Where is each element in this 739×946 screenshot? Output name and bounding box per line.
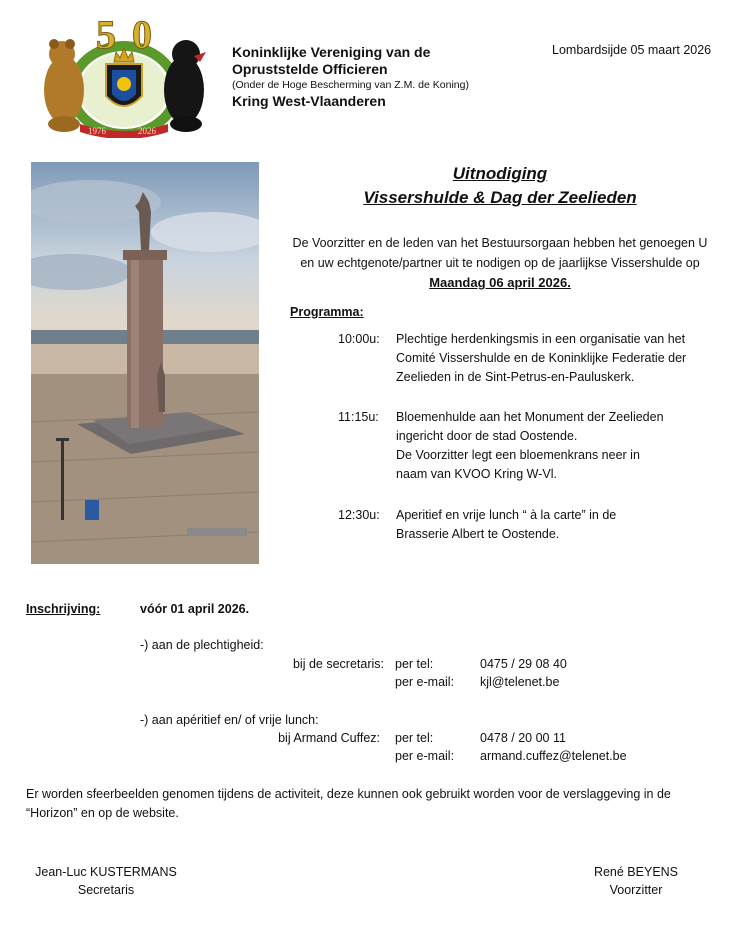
program-item-3-line: Brasserie Albert te Oostende. [396,527,560,541]
logo-year-end: 2026 [138,126,156,136]
program-item-2-line: naam van KVOO Kring W-Vl. [396,467,557,481]
invitation-intro [276,233,724,293]
ceremony-email-label: per e-mail: [395,675,455,689]
intro-line1: De Voorzitter en de leden van het Bestuursorgaan hebben het genoegen U [292,236,708,250]
program-item-2-line: ingericht door de stad Oostende. [396,429,578,443]
jubilee-number: 5 [96,12,116,57]
logo-year-start: 1976 [88,126,106,136]
intro-line2: en uw echtgenote/partner uit te nodigen op de jaarlijkse Vissershulde op [300,256,700,270]
invitation-title: Uitnodiging [452,164,548,183]
event-date: Maandag 06 april 2026. [429,275,571,290]
registration-label: Inschrijving: [26,602,101,616]
program-item-1-line: Plechtige herdenkingsmis in een organisatie van het [396,332,686,346]
org-name-line2: Opruststelde Officieren [232,61,388,77]
program-item-3-line: Aperitief en vrije lunch “ à la carte” in de [396,508,617,522]
chairman-name: René BEYENS [593,865,679,879]
ceremony-email-link[interactable]: kjl@telenet.be [480,675,560,689]
lunch-contact: bij Armand Cuffez: [278,731,380,745]
org-name-line1: Koninklijke Vereniging van de [232,44,431,60]
org-patronage: (Onder de Hoge Bescherming van Z.M. de Koning) [232,79,469,91]
lunch-heading: -) aan apéritief en/ of vrije lunch: [140,713,319,727]
ceremony-heading: -) aan de plechtigheid: [140,638,264,652]
photo-notice-line2: “Horizon” en op de website. [26,806,179,820]
ceremony-tel: 0475 / 29 08 40 [480,657,567,671]
program-time-2: 11:15u: [338,410,379,424]
program-item-1 [396,330,716,387]
organization-header [232,44,469,110]
svg-text:0: 0 [132,12,152,57]
program-item-1-line: Comité Vissershulde en de Koninklijke Federatie der [396,351,687,365]
lunch-tel: 0478 / 20 00 11 [480,731,566,745]
program-item-2-line: De Voorzitter legt een bloemenkrans neer in [396,448,640,462]
ceremony-tel-label: per tel: [395,657,434,671]
secretary-role: Secretaris [77,883,135,897]
lunch-email-label: per e-mail: [395,749,455,763]
program-item-2 [396,408,716,484]
program-item-2-line: Bloemenhulde aan het Monument der Zeelieden [396,410,664,424]
monument-photo [31,162,259,564]
lunch-tel-label: per tel: [395,731,434,745]
place-date: Lombardsijde 05 maart 2026 [552,43,712,57]
lunch-email-link[interactable]: armand.cuffez@telenet.be [480,749,627,763]
secretary-name: Jean-Luc KUSTERMANS [35,865,177,879]
program-label: Programma: [290,305,364,319]
ceremony-contact: bij de secretaris: [292,657,384,671]
organization-logo [34,12,214,138]
program-time-3: 12:30u: [338,508,380,522]
registration-deadline: vóór 01 april 2026. [140,602,250,616]
photo-notice-line1: Er worden sfeerbeelden genomen tijdens de activiteit, deze kunnen ook gebruikt worden voor de verslaggeving in de [26,787,671,801]
org-chapter: Kring West-Vlaanderen [232,93,386,109]
chairman-role: Voorzitter [609,883,663,897]
program-item-1-line: Zeelieden in de Sint-Petrus-en-Pauluskerk. [396,370,635,384]
program-time-1: 10:00u: [338,332,380,346]
program-item-3 [396,506,716,544]
invitation-subtitle: Vissershulde & Dag der Zeelieden [363,188,637,207]
